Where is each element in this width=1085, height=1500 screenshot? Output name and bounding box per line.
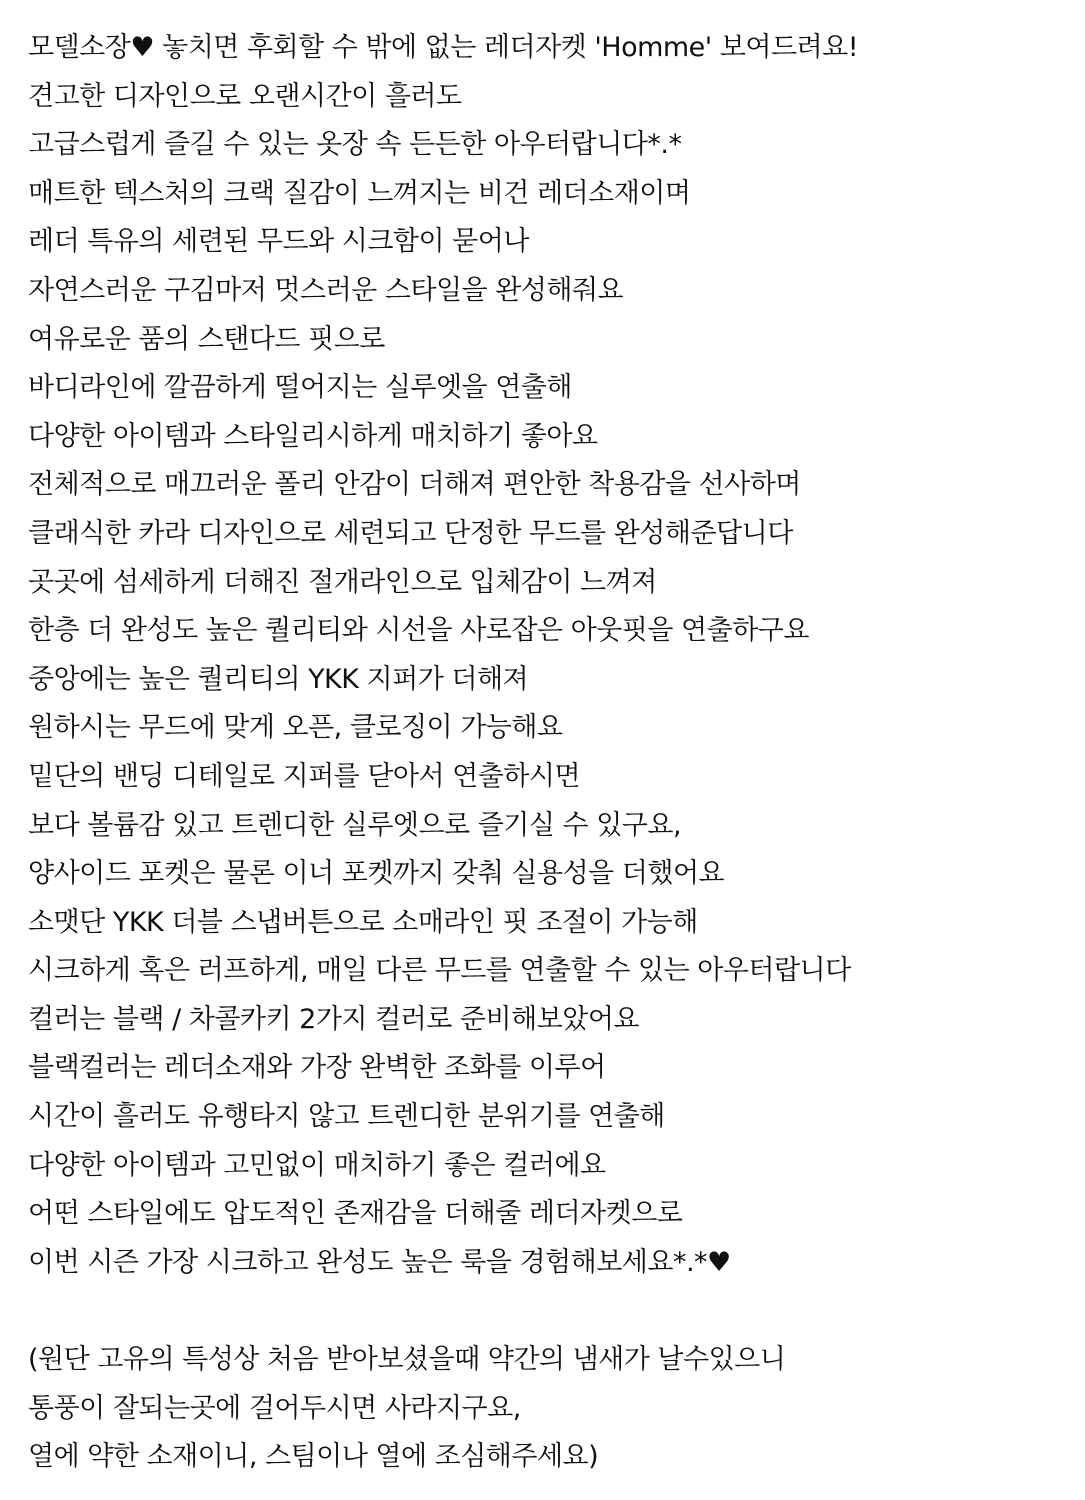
description-line: 어떤 스타일에도 압도적인 존재감을 더해줄 레더자켓으로: [28, 1198, 683, 1230]
description-line: 밑단의 밴딩 디테일로 지퍼를 닫아서 연출하시면: [28, 760, 581, 792]
description-line: 레더 특유의 세련된 무드와 시크함이 묻어나: [28, 226, 529, 258]
description-line: 바디라인에 깔끔하게 떨어지는 실루엣을 연출해: [28, 372, 572, 404]
description-line: 모델소장♥ 놓치면 후회할 수 밖에 없는 레더자켓 'Homme' 보여드려요!: [28, 32, 859, 63]
description-line: 중앙에는 높은 퀄리티의 YKK 지퍼가 더해져: [28, 663, 529, 695]
description-line: 양사이드 포켓은 물론 이너 포켓까지 갖춰 실용성을 더했어요: [28, 858, 725, 890]
spacer: [28, 1287, 1085, 1336]
description-line: 견고한 디자인으로 오랜시간이 흘러도: [28, 80, 462, 112]
care-notice-line: (원단 고유의 특성상 처음 받아보셨을때 약간의 냄새가 날수있으니: [28, 1344, 786, 1376]
description-line: 다양한 아이템과 스타일리시하게 매치하기 좋아요: [28, 420, 598, 452]
description-line: 곳곳에 섬세하게 더해진 절개라인으로 입체감이 느껴져: [28, 566, 657, 598]
description-line: 블랙컬러는 레더소재와 가장 완벽한 조화를 이루어: [28, 1052, 606, 1084]
description-line: 시간이 흘러도 유행타지 않고 트렌디한 분위기를 연출해: [28, 1101, 665, 1133]
description-line: 컬러는 블랙 / 차콜카키 2가지 컬러로 준비해보았어요: [28, 1003, 639, 1035]
care-notice-line: 열에 약한 소재이니, 스팀이나 열에 조심해주세요): [28, 1441, 599, 1473]
description-line: 원하시는 무드에 맞게 오픈, 클로징이 가능해요: [28, 712, 563, 744]
description-line: 다양한 아이템과 고민없이 매치하기 좋은 컬러에요: [28, 1149, 606, 1181]
description-line: 고급스럽게 즐길 수 있는 옷장 속 든든한 아우터랍니다*.*: [28, 129, 682, 161]
description-line: 시크하게 혹은 러프하게, 매일 다른 무드를 연출할 수 있는 아우터랍니다: [28, 955, 851, 987]
description-line: 전체적으로 매끄러운 폴리 안감이 더해져 편안한 착용감을 선사하며: [28, 469, 801, 501]
description-line: 매트한 텍스처의 크랙 질감이 느껴지는 비건 레더소재이며: [28, 177, 691, 209]
description-line: 한층 더 완성도 높은 퀄리티와 시선을 사로잡은 아웃핏을 연출하구요: [28, 615, 809, 647]
description-line: 클래식한 카라 디자인으로 세련되고 단정한 무드를 완성해준답니다: [28, 517, 793, 549]
description-line: 자연스러운 구김마저 멋스러운 스타일을 완성해줘요: [28, 274, 624, 306]
description-line: 이번 시즌 가장 시크하고 완성도 높은 룩을 경험해보세요*.*♥: [28, 1246, 731, 1278]
care-notice-line: 통풍이 잘되는곳에 걸어두시면 사라지구요,: [28, 1392, 521, 1424]
description-line: 소맷단 YKK 더블 스냅버튼으로 소매라인 핏 조절이 가능해: [28, 906, 698, 938]
description-line: 보다 볼륨감 있고 트렌디한 실루엣으로 즐기실 수 있구요,: [28, 809, 682, 841]
description-line: 여유로운 품의 스탠다드 핏으로: [28, 323, 385, 355]
